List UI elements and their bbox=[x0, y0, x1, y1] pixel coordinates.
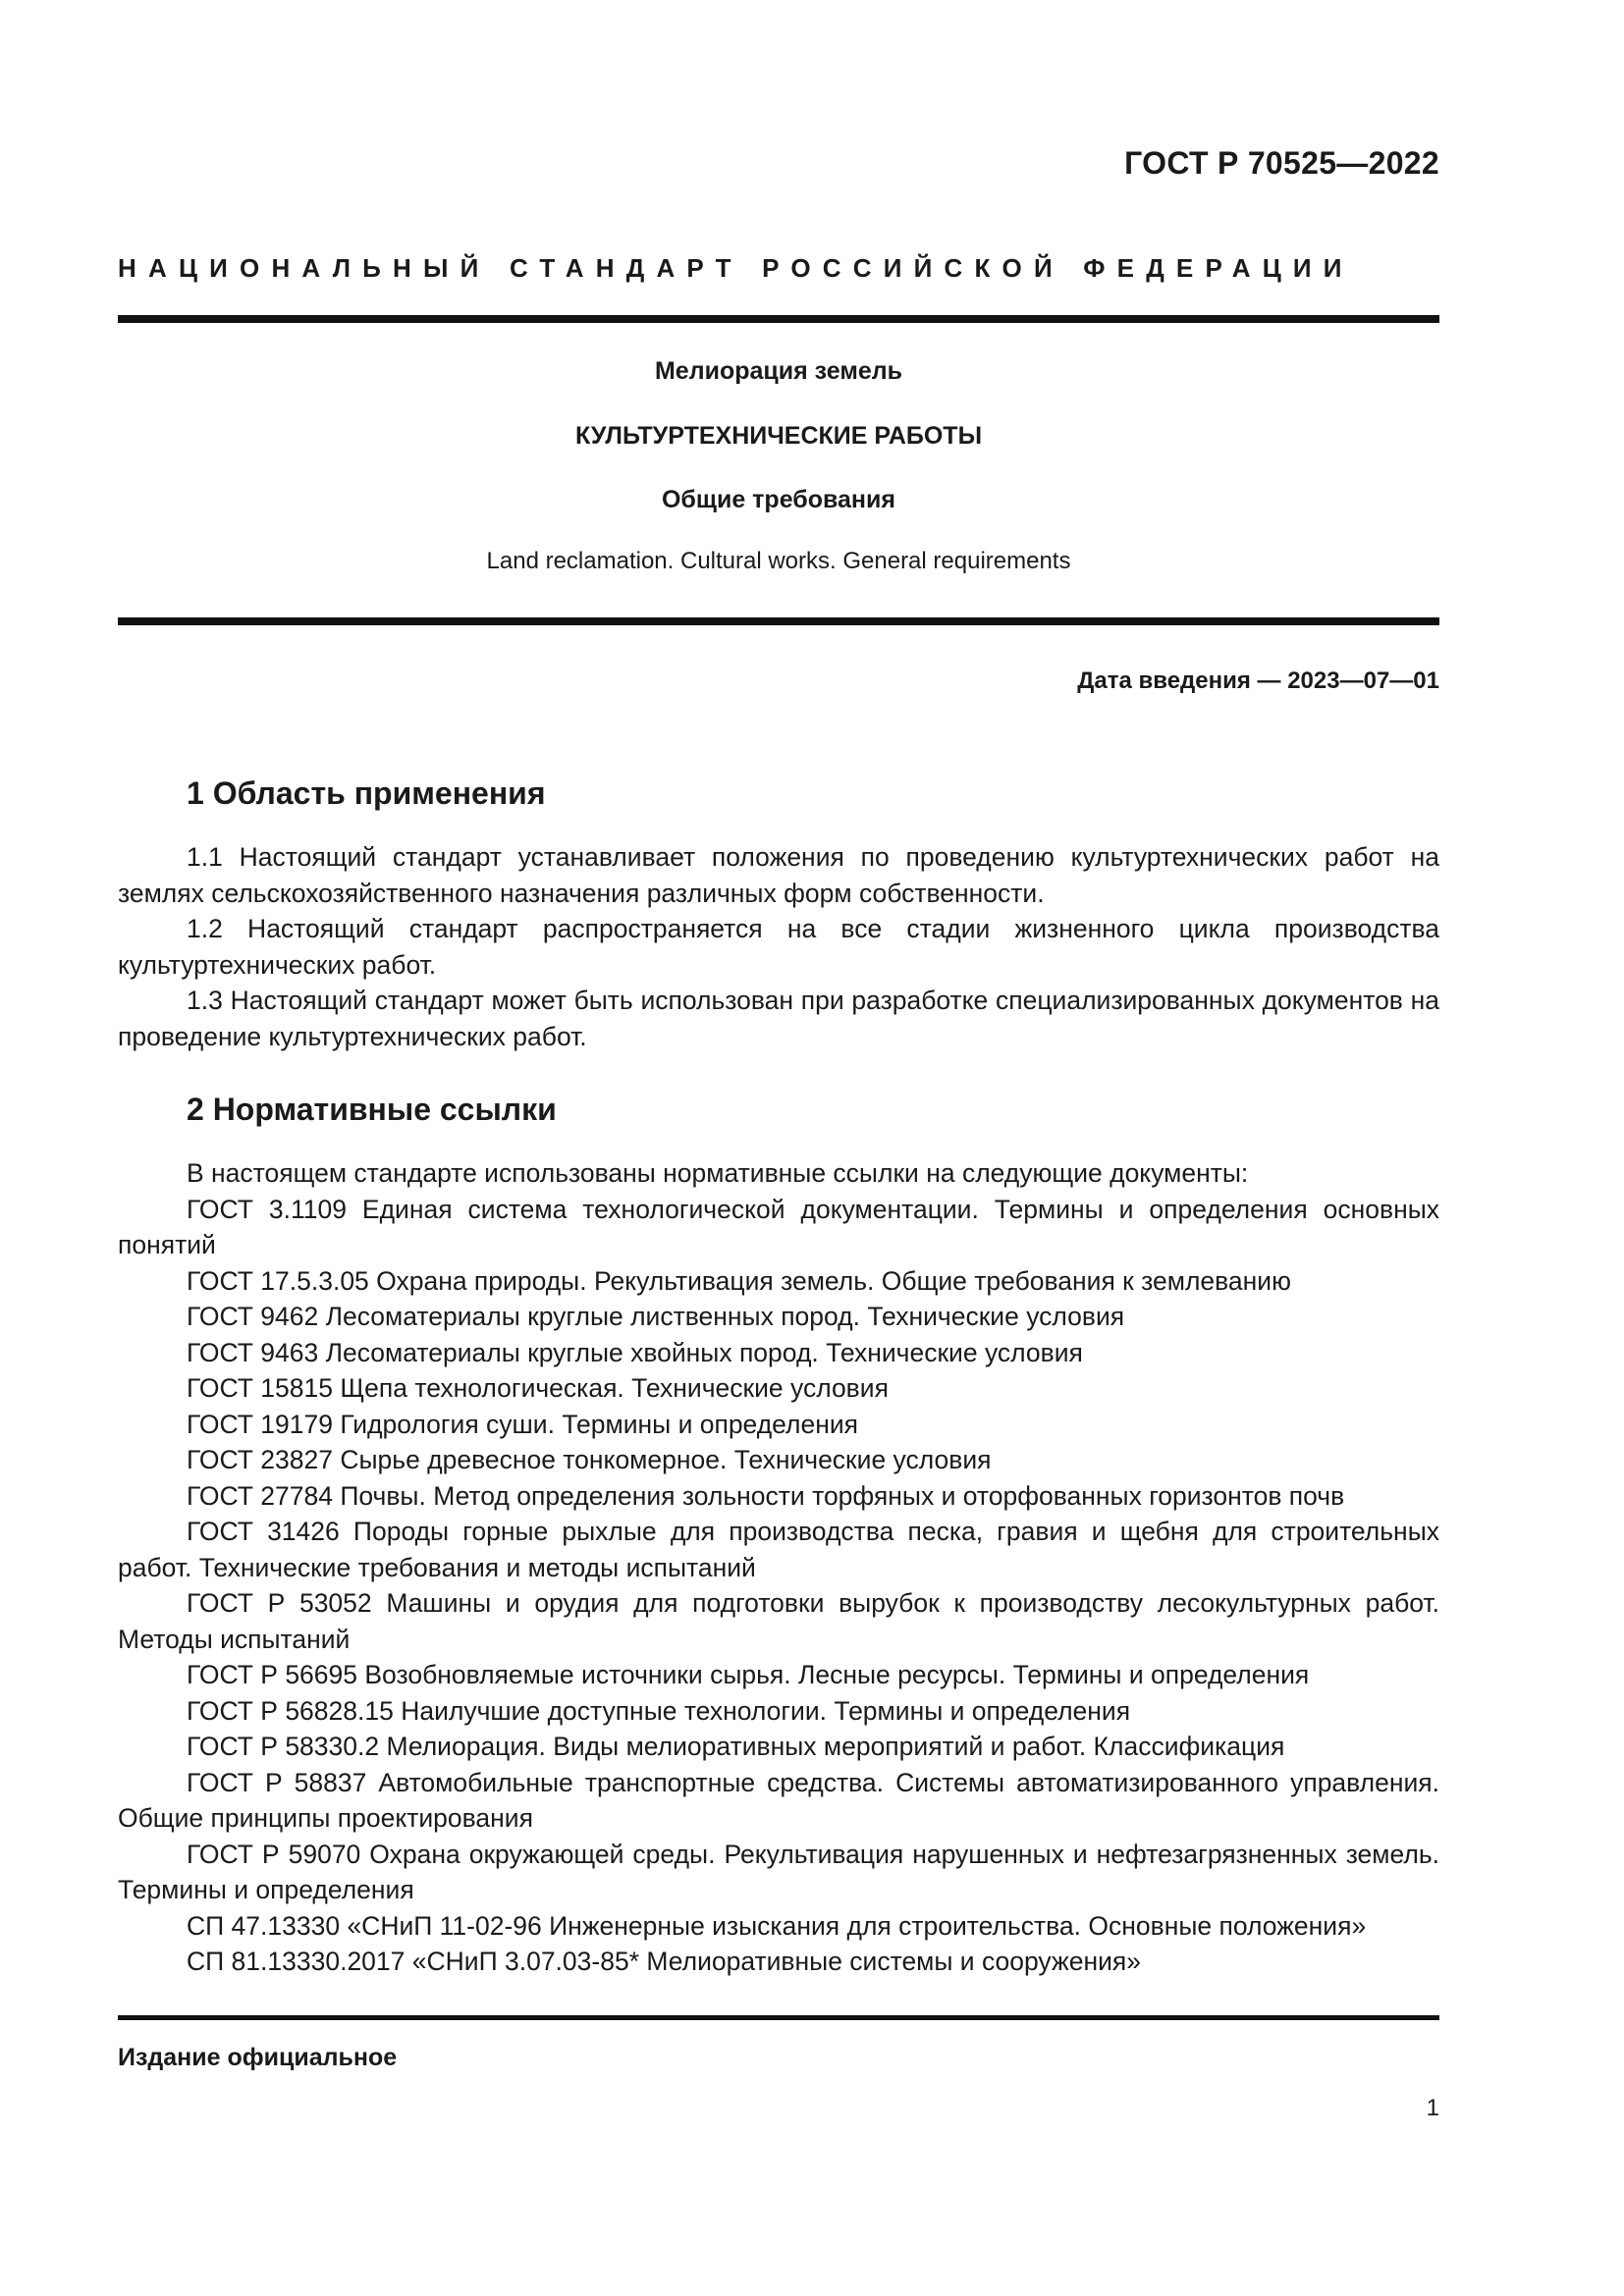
reference-item: ГОСТ Р 59070 Охрана окружающей среды. Рекультивация нарушенных и нефтезагрязненных земель. Термины и определения bbox=[118, 1839, 1439, 1904]
reference-item: ГОСТ 9462 Лесоматериалы круглые лиственных пород. Технические условия bbox=[187, 1302, 1125, 1331]
paragraph-1-1: 1.1 Настоящий стандарт устанавливает положения по проведению культуртехнических работ на землях сельскохозяйственного назначения различных форм собственности. bbox=[118, 842, 1439, 908]
reference-item: СП 47.13330 «СНиП 11-02-96 Инженерные изыскания для строительства. Основные положения» bbox=[187, 1910, 1367, 1941]
footer-divider bbox=[118, 2015, 1439, 2020]
reference-item: ГОСТ 15815 Щепа технологическая. Технические условия bbox=[187, 1373, 889, 1403]
english-title: Land reclamation. Cultural works. General requirements bbox=[486, 548, 1071, 574]
page-number: 1 bbox=[1426, 2095, 1439, 2121]
top-divider bbox=[118, 315, 1439, 323]
title-divider bbox=[118, 617, 1439, 625]
paragraph-1-3: 1.3 Настоящий стандарт может быть использован при разработке специализированных документов на проведение культуртехнических работ. bbox=[118, 986, 1439, 1051]
section-references-body bbox=[118, 1155, 1439, 1980]
reference-item: ГОСТ Р 53052 Машины и орудия для подготовки вырубок к производству лесокультурных работ. Методы испытаний bbox=[118, 1588, 1439, 1654]
edition-label: Издание официальное bbox=[118, 2044, 398, 2071]
national-standard-title: НАЦИОНАЛЬНЫЙ СТАНДАРТ РОССИЙСКОЙ ФЕДЕРАЦИИ bbox=[118, 253, 1354, 283]
reference-item: СП 81.13330.2017 «СНиП 3.07.03-85* Мелиоративные системы и сооружения» bbox=[187, 1947, 1141, 1976]
reference-item: ГОСТ Р 58837 Автомобильные транспортные средства. Системы автоматизированного управления. Общие принципы проектирования bbox=[118, 1767, 1439, 1833]
subject-title: Мелиорация земель bbox=[654, 357, 902, 385]
reference-item: ГОСТ Р 56695 Возобновляемые источники сырья. Лесные ресурсы. Термины и определения bbox=[187, 1660, 1310, 1689]
paragraph-1-2: 1.2 Настоящий стандарт распространяется на все стадии жизненного цикла производства культуртехнических работ. bbox=[118, 914, 1439, 980]
main-title: КУЛЬТУРТЕХНИЧЕСКИЕ РАБОТЫ bbox=[574, 422, 983, 450]
reference-item: ГОСТ 19179 Гидрология суши. Термины и определения bbox=[187, 1409, 859, 1439]
reference-item: ГОСТ Р 56828.15 Наилучшие доступные технологии. Термины и определения bbox=[187, 1695, 1131, 1726]
introduction-date: Дата введения — 2023—07—01 bbox=[1077, 667, 1439, 694]
reference-item: ГОСТ 31426 Породы горные рыхлые для производства песка, гравия и щебня для строительных работ. Технические требования и методы испытаний bbox=[118, 1517, 1439, 1582]
reference-item: ГОСТ Р 58330.2 Мелиорация. Виды мелиоративных мероприятий и работ. Классификация bbox=[187, 1732, 1285, 1761]
subtitle: Общие требования bbox=[661, 486, 895, 513]
section-heading-scope: 1 Область применения bbox=[187, 775, 546, 811]
reference-item: ГОСТ 3.1109 Единая система технологической документации. Термины и определения основных понятий bbox=[118, 1194, 1439, 1259]
document-number: ГОСТ Р 70525—2022 bbox=[1124, 145, 1439, 181]
reference-item: ГОСТ 17.5.3.05 Охрана природы. Рекультивация земель. Общие требования к землеванию bbox=[187, 1265, 1291, 1296]
reference-item: ГОСТ 27784 Почвы. Метод определения зольности торфяных и оторфованных горизонтов почв bbox=[187, 1480, 1345, 1511]
reference-item: ГОСТ 9463 Лесоматериалы круглые хвойных пород. Технические условия bbox=[187, 1337, 1083, 1367]
reference-item: ГОСТ 23827 Сырье древесное тонкомерное. Технические условия bbox=[187, 1445, 992, 1474]
section-scope-body bbox=[118, 839, 1439, 1054]
section-heading-references: 2 Нормативные ссылки bbox=[187, 1092, 557, 1127]
references-intro: В настоящем стандарте использованы нормативные ссылки на следующие документы: bbox=[187, 1158, 1249, 1188]
